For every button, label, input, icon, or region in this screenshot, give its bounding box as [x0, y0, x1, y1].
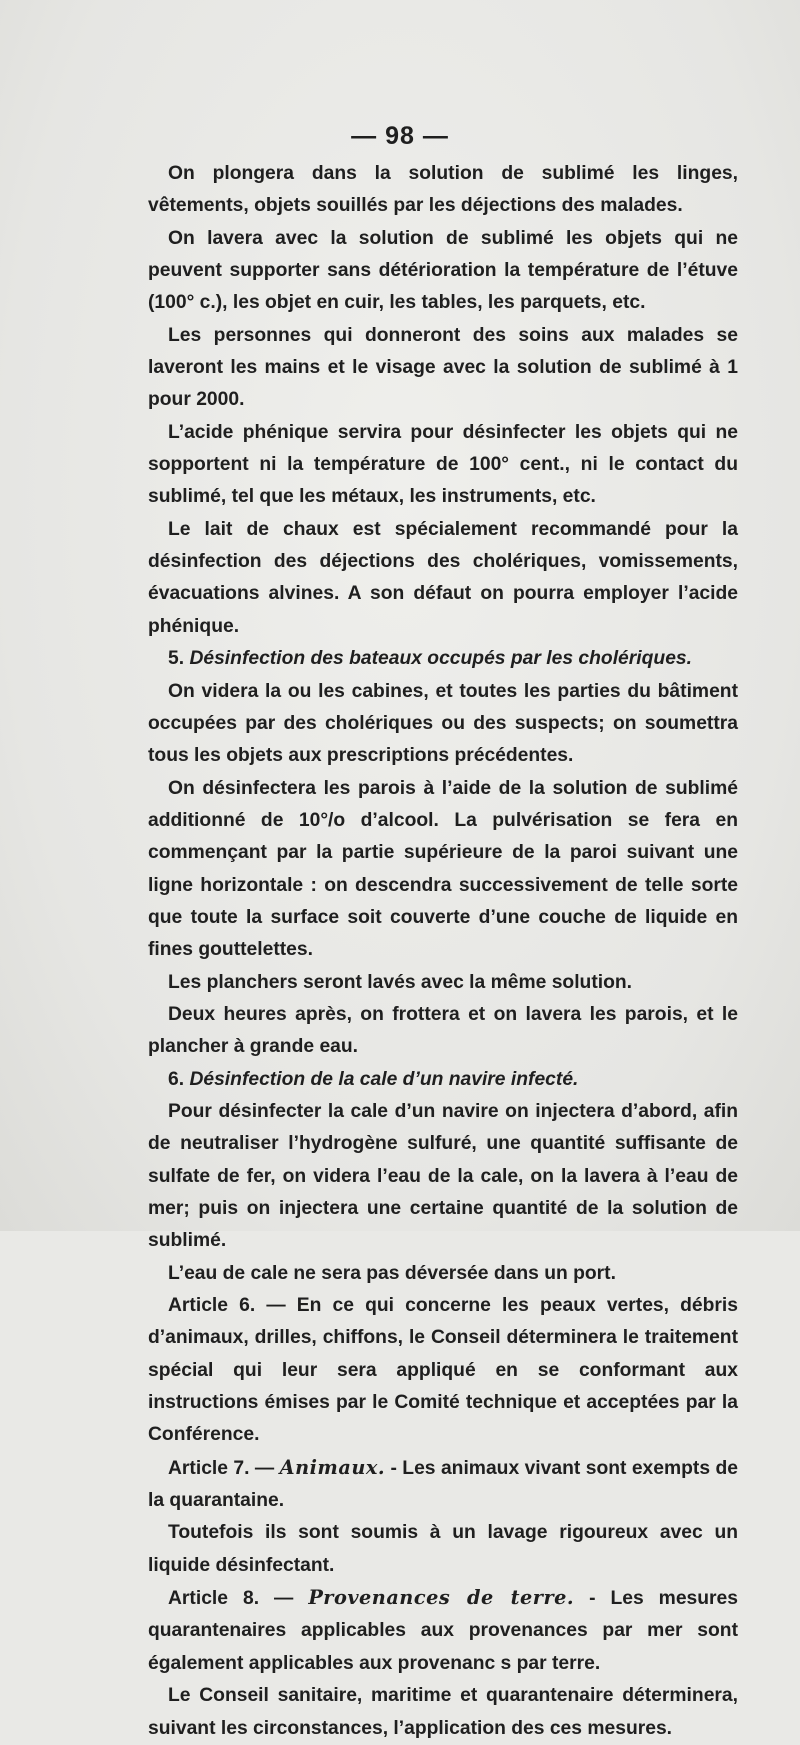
paragraph: On videra la ou les cabines, et toutes les parties du bâtiment occupées par des cholériques ou des suspects; on soumettra tous les objets aux prescriptions précédentes.: [148, 680, 738, 767]
section-title: Désinfection des bateaux occupés par les cholériques.: [189, 648, 692, 670]
paragraph: L’eau de cale ne sera pas déversée dans un port.: [168, 1262, 616, 1284]
paragraph: L’acide phénique servira pour désinfecter les objets qui ne sopportent ni la température de 100° cent., ni le contact du sublimé, tel que les métaux, les instruments, etc.: [148, 421, 738, 508]
article-number: Article 8. —: [168, 1588, 309, 1610]
section-heading: [148, 1064, 738, 1096]
article-number: Article 7. —: [168, 1457, 280, 1479]
paragraph: Article 6. — En ce qui concerne les peaux vertes, débris d’animaux, drilles, chiffons, le Conseil déterminera le traitement spécial qui leur sera appliqué en se conformant aux instructions émises par le Comité technique et acceptées par la Conférence.: [148, 1295, 738, 1446]
article-paragraph: [148, 1582, 738, 1680]
article-title: Animaux.: [279, 1455, 386, 1479]
paragraph: Le Conseil sanitaire, maritime et quarantenaire déterminera, suivant les circonstances, l’application des ces mesures.: [148, 1685, 738, 1739]
paragraph: Les planchers seront lavés avec la même solution.: [168, 971, 633, 993]
section-number: 6.: [168, 1068, 190, 1090]
paragraph: Pour désinfecter la cale d’un navire on injectera d’abord, afin de neutraliser l’hydrogène sulfuré, une quantité suffisante de sulfate de fer, on videra l’eau de la cale, on la lavera à l’eau de mer; puis on injectera une certaine quantité de la solution de sublimé.: [148, 1100, 738, 1252]
article-paragraph: [148, 1452, 738, 1518]
paragraph: Les personnes qui donneront des soins aux malades se laveront les mains et le visage avec la solution de sublimé à 1 pour 2000.: [148, 324, 738, 411]
paragraph: Toutefois ils sont soumis à un lavage rigoureux avec un liquide désinfectant.: [148, 1522, 738, 1576]
section-heading: [148, 643, 738, 675]
paragraph: Deux heures après, on frottera et on lavera les parois, et le plancher à grande eau.: [148, 1003, 738, 1058]
article-title: Provenances de terre.: [308, 1586, 575, 1610]
paragraph: On plongera dans la solution de sublimé les linges, vêtements, objets souillés par les déjections des malades.: [148, 163, 738, 217]
section-title: Désinfection de la cale d’un navire infecté.: [189, 1068, 579, 1090]
paragraph: On désinfectera les parois à l’aide de la solution de sublimé additionné de 10°/o d’alcool. La pulvérisation se fera en commençant par la partie supérieure de la paroi suivant une ligne horizontale : on descendra successivement de telle sorte que toute la surface soit couverte d’une couche de liquide en fines gouttelettes.: [148, 777, 738, 961]
paragraph: On lavera avec la solution de sublimé les objets qui ne peuvent supporter sans détérioration la température de l’étuve (100° c.), les objet en cuir, les tables, les parquets, etc.: [148, 227, 738, 314]
page-number: — 98 —: [351, 122, 449, 150]
article-text: - Les mesures quarantenaires applicables aux provenances par mer sont également applicables aux provenanc s par terre.: [148, 1588, 738, 1674]
section-number: 5.: [168, 648, 190, 670]
article-text: - Les animaux vivant sont exempts de la quarantaine.: [148, 1457, 738, 1512]
paragraph: Le lait de chaux est spécialement recommandé pour la désinfection des déjections des cholériques, vomissements, évacuations alvines. A son défaut on pourra employer l’acide phénique.: [148, 518, 738, 637]
page-body: [148, 158, 738, 1745]
